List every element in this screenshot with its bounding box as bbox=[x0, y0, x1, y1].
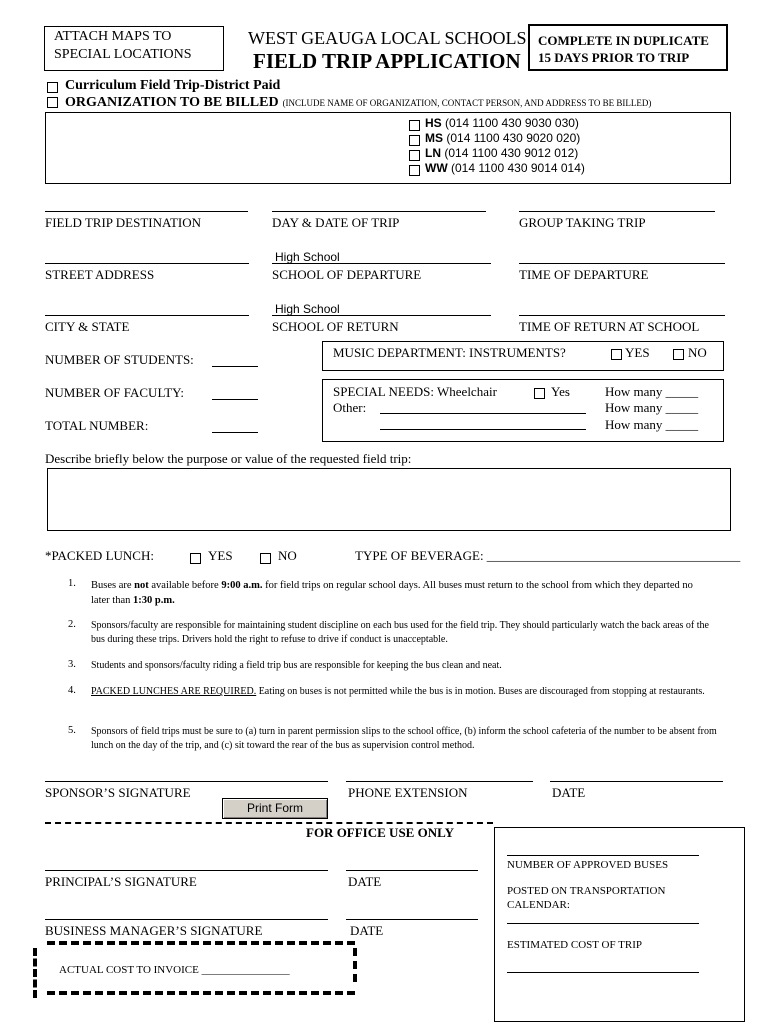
account-ww-code: WW bbox=[425, 161, 448, 175]
office-divider bbox=[45, 822, 493, 824]
num-faculty-field[interactable] bbox=[212, 399, 258, 400]
business-manager-signature-field[interactable] bbox=[45, 919, 328, 920]
print-form-button[interactable]: Print Form bbox=[222, 798, 328, 819]
posted-calendar-line-1: POSTED ON TRANSPORTATION bbox=[507, 885, 666, 897]
rule-5: Sponsors of field trips must be sure to (a) turn in parent permission slips to the school office, (b) inform the school cafeteria of the number to be absent from lunch on the day of the trip, and (c) sit toward the rear of the bus as supervision control method. bbox=[91, 726, 717, 751]
organization-info-box[interactable] bbox=[45, 112, 731, 184]
how-many-1[interactable]: How many _____ bbox=[605, 384, 699, 399]
account-hs-code: HS bbox=[425, 116, 442, 130]
school-return-value[interactable]: High School bbox=[275, 302, 340, 316]
street-address-field[interactable] bbox=[45, 263, 249, 264]
group-field[interactable] bbox=[519, 211, 715, 212]
school-departure-label: SCHOOL OF DEPARTURE bbox=[272, 267, 422, 282]
school-return-label: SCHOOL OF RETURN bbox=[272, 319, 399, 334]
account-ln-number: (014 1100 430 9012 012) bbox=[444, 146, 579, 160]
music-yes-label: YES bbox=[625, 345, 650, 360]
curriculum-trip-label: Curriculum Field Trip-District Paid bbox=[65, 78, 281, 93]
account-ln-code: LN bbox=[425, 146, 441, 160]
account-hs-checkbox[interactable] bbox=[409, 120, 420, 131]
lunch-no-checkbox[interactable] bbox=[260, 553, 271, 564]
estimated-cost-label: ESTIMATED COST OF TRIP bbox=[507, 939, 642, 951]
organization-billed-note: (INCLUDE NAME OF ORGANIZATION, CONTACT PERSON, AND ADDRESS TO BE BILLED) bbox=[282, 98, 652, 108]
approved-buses-label: NUMBER OF APPROVED BUSES bbox=[507, 859, 669, 871]
rule-4-text: Eating on buses is not permitted while the bus is in motion. Buses are discouraged from stopping at restaurants. bbox=[256, 686, 705, 697]
transportation-box bbox=[494, 827, 745, 1022]
account-ms-code: MS bbox=[425, 131, 443, 145]
actual-cost-box-bottom bbox=[47, 991, 355, 995]
estimated-cost-field[interactable] bbox=[507, 972, 699, 973]
account-ms-checkbox[interactable] bbox=[409, 135, 420, 146]
packed-lunch-label: *PACKED LUNCH: bbox=[45, 548, 154, 563]
sponsor-date-label: DATE bbox=[552, 785, 586, 800]
phone-extension-label: PHONE EXTENSION bbox=[348, 785, 468, 800]
music-no-label: NO bbox=[688, 345, 707, 360]
wheelchair-yes-label: Yes bbox=[551, 384, 570, 399]
business-manager-signature-label: BUSINESS MANAGER’S SIGNATURE bbox=[45, 923, 263, 938]
organization-billed-checkbox[interactable] bbox=[47, 97, 58, 108]
account-ms bbox=[425, 131, 580, 145]
total-number-label: TOTAL NUMBER: bbox=[45, 418, 149, 433]
music-department-label: MUSIC DEPARTMENT: INSTRUMENTS? bbox=[333, 345, 566, 360]
organization-billed-label bbox=[65, 93, 651, 111]
how-many-2[interactable]: How many _____ bbox=[605, 400, 699, 415]
time-return-label: TIME OF RETURN AT SCHOOL bbox=[519, 319, 700, 334]
rule-1-number: 1. bbox=[68, 578, 76, 589]
business-manager-date-field[interactable] bbox=[346, 919, 478, 920]
account-ww bbox=[425, 161, 585, 175]
destination-field[interactable] bbox=[45, 211, 248, 212]
lunch-no-label: NO bbox=[278, 548, 297, 563]
posted-calendar-field[interactable] bbox=[507, 923, 699, 924]
district-name: WEST GEAUGA LOCAL SCHOOLS bbox=[248, 28, 527, 48]
num-faculty-label: NUMBER OF FACULTY: bbox=[45, 385, 184, 400]
rule-1-part-c: for field trips on regular school days. All buses must return to the school from which they departed no later than bbox=[91, 580, 693, 606]
approved-buses-field[interactable] bbox=[507, 855, 699, 856]
rule-1-bold-return: 1:30 p.m. bbox=[132, 595, 175, 606]
rule-4 bbox=[91, 685, 727, 699]
beverage-field[interactable]: TYPE OF BEVERAGE: _______________________________________ bbox=[355, 548, 741, 563]
business-manager-date-label: DATE bbox=[350, 923, 384, 938]
office-use-heading: FOR OFFICE USE ONLY bbox=[306, 825, 454, 840]
actual-cost-box-left bbox=[33, 948, 37, 998]
organization-billed-text: ORGANIZATION TO BE BILLED bbox=[65, 95, 279, 110]
account-ms-number: (014 1100 430 9020 020) bbox=[446, 131, 581, 145]
rule-2: Sponsors/faculty are responsible for maintaining student discipline on each bus used for the field trip. They should particularly watch the back areas of the bus during these trips. Drivers hold the right to refuse to drive if conduct is unacceptable. bbox=[91, 620, 709, 645]
posted-calendar-line-2: CALENDAR: bbox=[507, 899, 570, 911]
wheelchair-yes-checkbox[interactable] bbox=[534, 388, 545, 399]
school-departure-field bbox=[272, 263, 491, 264]
rule-3-number: 3. bbox=[68, 659, 76, 670]
account-hs-number: (014 1100 430 9030 030) bbox=[445, 116, 579, 130]
attach-line-1: ATTACH MAPS TO bbox=[54, 29, 172, 44]
curriculum-trip-checkbox[interactable] bbox=[47, 82, 58, 93]
purpose-textarea[interactable] bbox=[47, 468, 731, 531]
rule-3: Students and sponsors/faculty riding a field trip bus are responsible for keeping the bus clean and neat. bbox=[91, 660, 502, 671]
city-state-field[interactable] bbox=[45, 315, 249, 316]
day-date-field[interactable] bbox=[272, 211, 486, 212]
principal-date-field[interactable] bbox=[346, 870, 478, 871]
actual-cost-box-top bbox=[47, 941, 355, 945]
destination-label: FIELD TRIP DESTINATION bbox=[45, 215, 201, 230]
rule-1-bold-not: not bbox=[134, 580, 149, 591]
day-date-label: DAY & DATE OF TRIP bbox=[272, 215, 400, 230]
rule-1 bbox=[91, 578, 711, 608]
other-field-2[interactable] bbox=[380, 429, 586, 430]
lunch-yes-checkbox[interactable] bbox=[190, 553, 201, 564]
rule-4-underlined: PACKED LUNCHES ARE REQUIRED. bbox=[91, 686, 257, 697]
num-students-field[interactable] bbox=[212, 366, 258, 367]
time-departure-field[interactable] bbox=[519, 263, 725, 264]
street-address-label: STREET ADDRESS bbox=[45, 267, 155, 282]
time-return-field[interactable] bbox=[519, 315, 725, 316]
principal-date-label: DATE bbox=[348, 874, 382, 889]
sponsor-date-field[interactable] bbox=[550, 781, 723, 782]
special-needs-label: SPECIAL NEEDS: Wheelchair bbox=[333, 384, 497, 399]
principal-signature-field[interactable] bbox=[45, 870, 328, 871]
school-departure-value[interactable]: High School bbox=[275, 250, 340, 264]
phone-extension-field[interactable] bbox=[346, 781, 533, 782]
total-number-field[interactable] bbox=[212, 432, 258, 433]
purpose-label: Describe briefly below the purpose or value of the requested field trip: bbox=[45, 451, 412, 466]
num-students-label: NUMBER OF STUDENTS: bbox=[45, 352, 194, 367]
other-label: Other: bbox=[333, 400, 367, 415]
rule-1-bold-time: 9:00 a.m. bbox=[221, 580, 263, 591]
rule-1-part-b: available before bbox=[148, 580, 222, 591]
rule-2-number: 2. bbox=[68, 619, 76, 630]
attach-line-2: SPECIAL LOCATIONS bbox=[54, 47, 192, 62]
account-ww-number: (014 1100 430 9014 014) bbox=[451, 161, 585, 175]
other-field-1[interactable] bbox=[380, 413, 586, 414]
lunch-yes-label: YES bbox=[208, 548, 233, 563]
account-hs bbox=[425, 116, 579, 130]
account-ww-checkbox[interactable] bbox=[409, 165, 420, 176]
rule-5-number: 5. bbox=[68, 725, 76, 736]
actual-cost-box-right bbox=[353, 948, 357, 982]
group-label: GROUP TAKING TRIP bbox=[519, 215, 646, 230]
school-return-field bbox=[272, 315, 491, 316]
city-state-label: CITY & STATE bbox=[45, 319, 130, 334]
form-title: FIELD TRIP APPLICATION bbox=[253, 49, 521, 73]
sponsor-signature-label: SPONSOR’S SIGNATURE bbox=[45, 785, 191, 800]
account-ln-checkbox[interactable] bbox=[409, 150, 420, 161]
music-yes-checkbox[interactable] bbox=[611, 349, 622, 360]
principal-signature-label: PRINCIPAL’S SIGNATURE bbox=[45, 874, 197, 889]
rule-4-number: 4. bbox=[68, 685, 76, 696]
duplicate-line-1: COMPLETE IN DUPLICATE bbox=[538, 33, 709, 48]
sponsor-signature-field[interactable] bbox=[45, 781, 328, 782]
duplicate-line-2: 15 DAYS PRIOR TO TRIP bbox=[538, 50, 690, 65]
time-departure-label: TIME OF DEPARTURE bbox=[519, 267, 649, 282]
rule-1-part-a: Buses are bbox=[91, 580, 135, 591]
actual-cost-field[interactable]: ACTUAL COST TO INVOICE ________________ bbox=[59, 964, 290, 976]
account-ln bbox=[425, 146, 578, 160]
music-no-checkbox[interactable] bbox=[673, 349, 684, 360]
how-many-3[interactable]: How many _____ bbox=[605, 417, 699, 432]
